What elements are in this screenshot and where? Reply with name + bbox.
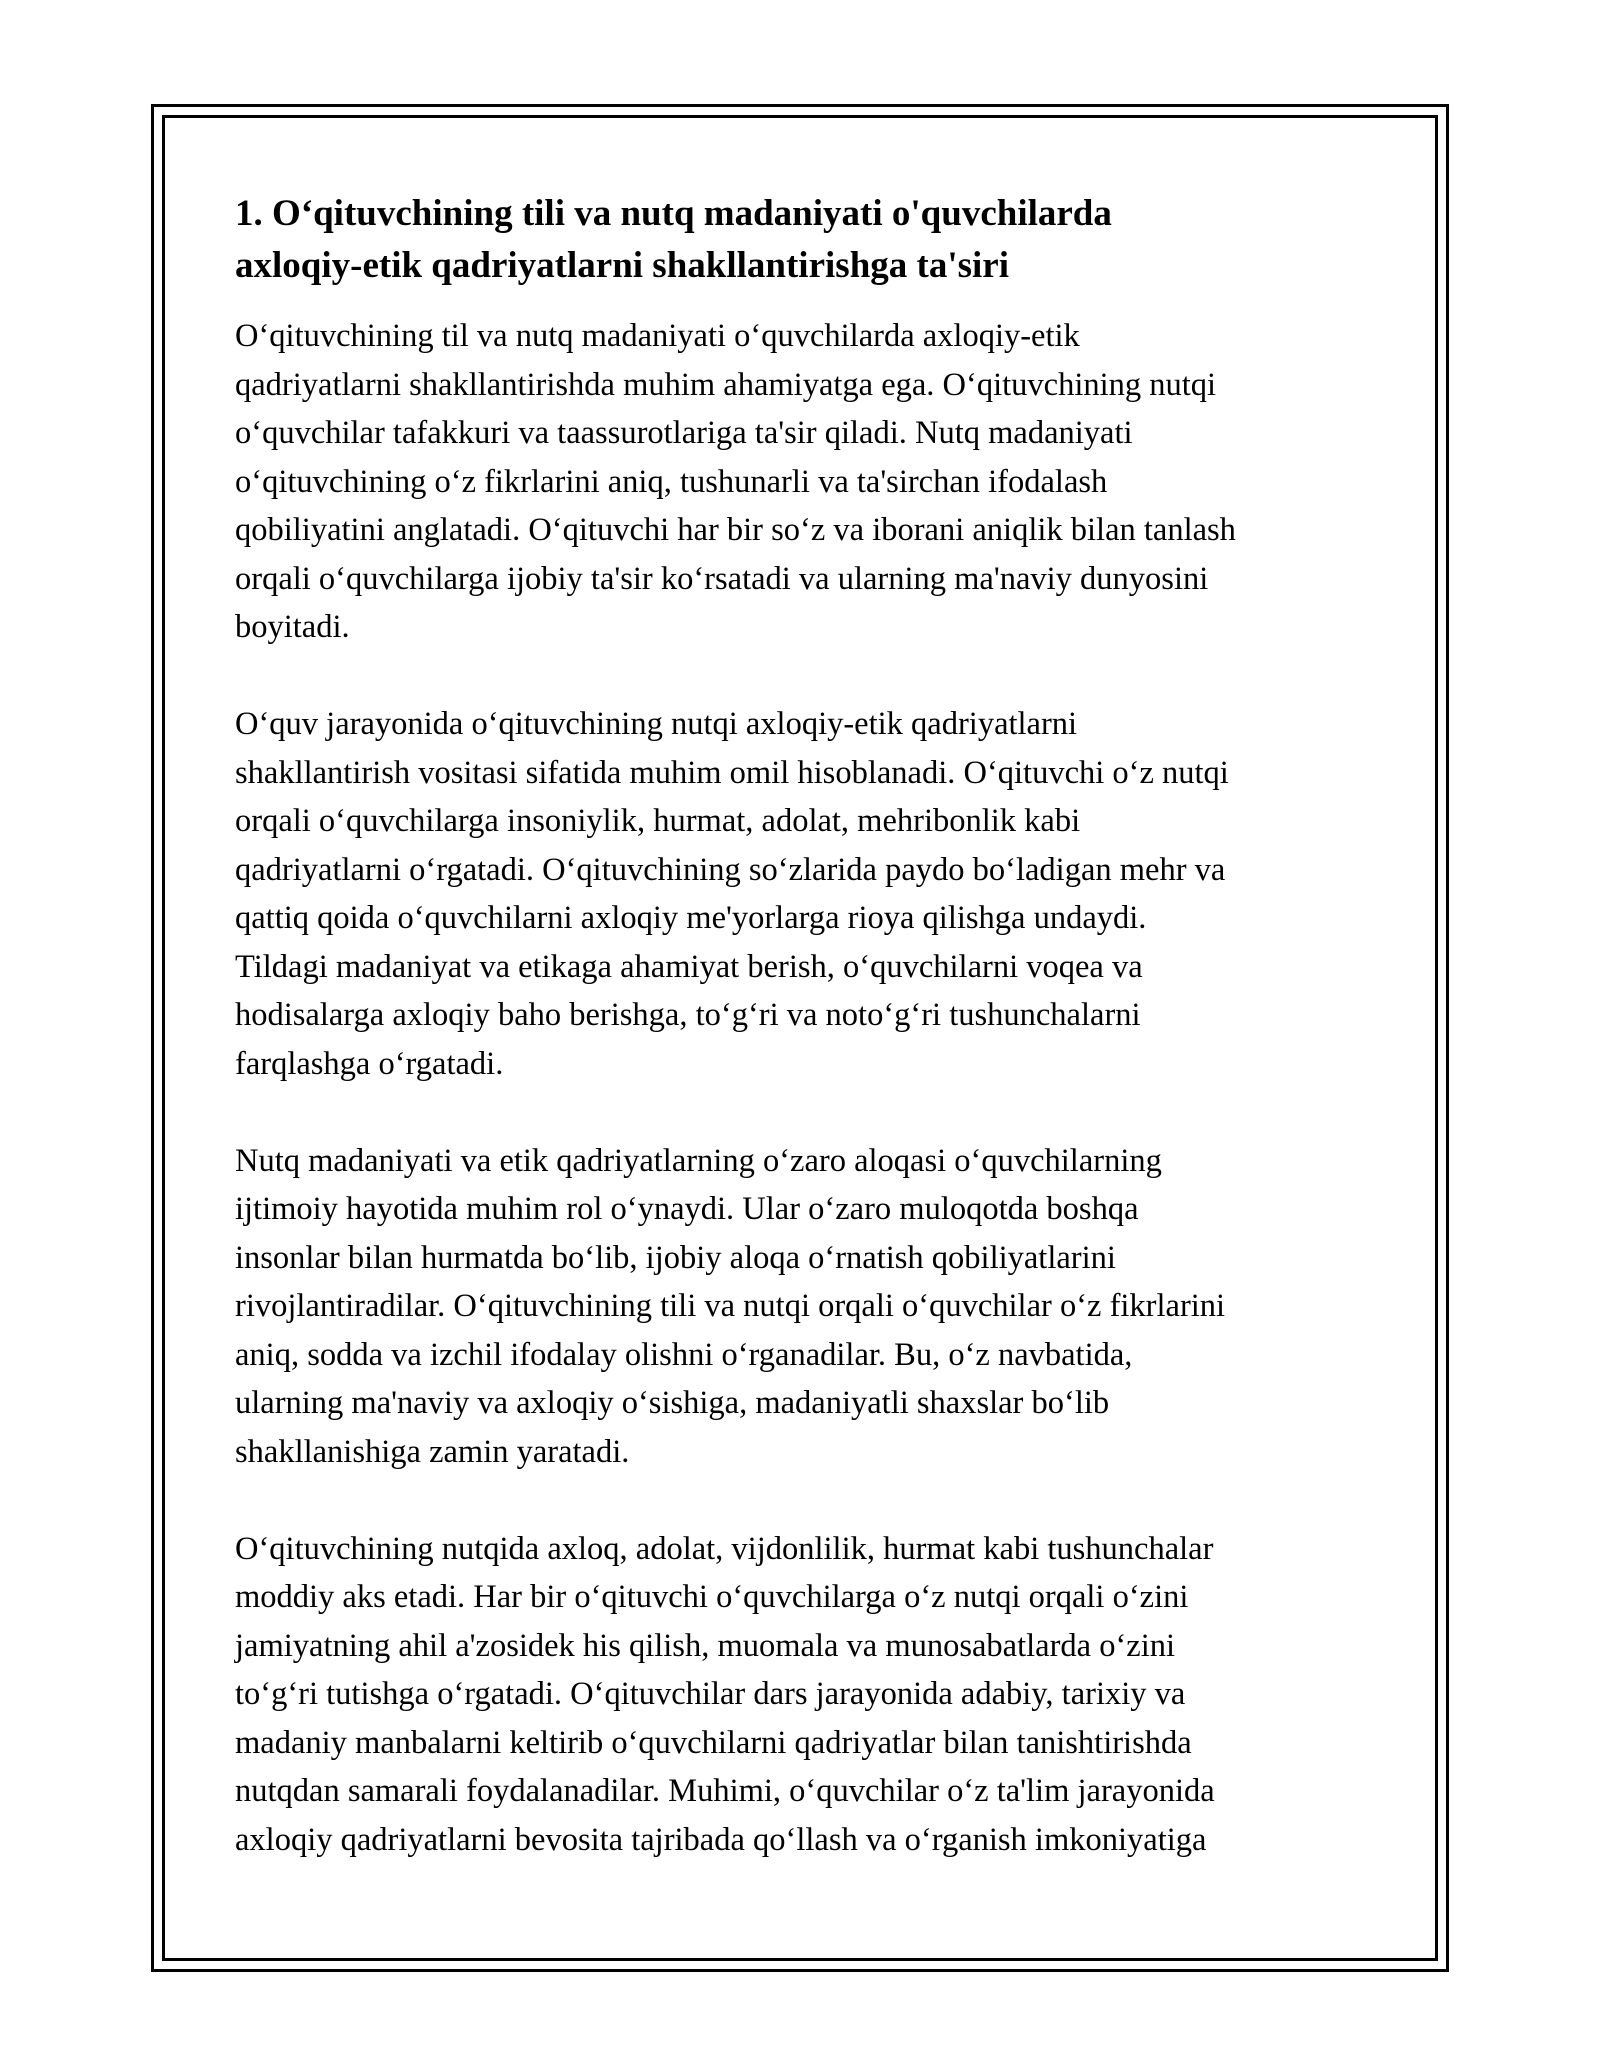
text-line: shakllanishiga zamin yaratadi. [235, 1433, 630, 1470]
text-line: qadriyatlarni oʻrgatadi. Oʻqituvchining soʻzlarida paydo boʻladigan mehr va [235, 851, 1226, 888]
text-line: qattiq qoida oʻquvchilarni axloqiy me'yorlarga rioya qilishga undaydi. [235, 900, 1147, 936]
document-body [235, 188, 1385, 1913]
text-line: ularning ma'naviy va axloqiy oʻsishiga, madaniyatli shaxslar boʻlib [235, 1385, 1110, 1421]
text-line: shakllantirish vositasi sifatida muhim omil hisoblanadi. Oʻqituvchi oʻz nutqi [235, 754, 1229, 791]
text-line: madaniy manbalarni keltirib oʻquvchilarni qadriyatlar bilan tanishtirishda [235, 1724, 1192, 1761]
text-line: Nutq madaniyati va etik qadriyatlarning oʻzaro aloqasi oʻquvchilarning [235, 1142, 1162, 1179]
text-line: oʻqituvchining oʻz fikrlarini aniq, tushunarli va ta'sirchan ifodalash [235, 463, 1108, 500]
text-line: moddiy aks etadi. Har bir oʻqituvchi oʻquvchilarga oʻz nutqi orqali oʻzini [235, 1579, 1189, 1615]
text-line: Tildagi madaniyat va etikaga ahamiyat berish, oʻquvchilarni voqea va [235, 948, 1143, 985]
text-line: insonlar bilan hurmatda boʻlib, ijobiy aloqa oʻrnatish qobiliyatlarini [235, 1239, 1116, 1276]
text-line: Oʻqituvchining til va nutq madaniyati oʻquvchilarda axloqiy-etik [235, 318, 1080, 354]
text-line: oʻquvchilar tafakkuri va taassurotlariga ta'sir qiladi. Nutq madaniyati [235, 415, 1133, 451]
text-line: toʻgʻri tutishga oʻrgatadi. Oʻqituvchilar dars jarayonida adabiy, tarixiy va [235, 1676, 1186, 1712]
text-line: axloqiy qadriyatlarni bevosita tajribada qoʻllash va oʻrganish imkoniyatiga [235, 1821, 1207, 1858]
text-line: boyitadi. [235, 609, 350, 645]
text-line: Oʻquv jarayonida oʻqituvchining nutqi axloqiy-etik qadriyatlarni [235, 706, 1078, 742]
heading-line: axloqiy-etik qadriyatlarni shakllantirishga ta'siri [235, 245, 1010, 286]
paragraph-2 [235, 700, 1385, 1088]
paragraph-4 [235, 1525, 1385, 1865]
text-line: orqali oʻquvchilarga insoniylik, hurmat, adolat, mehribonlik kabi [235, 803, 1081, 839]
text-line: ijtimoiy hayotida muhim rol oʻynaydi. Ular oʻzaro muloqotda boshqa [235, 1191, 1139, 1227]
text-line: Oʻqituvchining nutqida axloq, adolat, vijdonlilik, hurmat kabi tushunchalar [235, 1530, 1214, 1567]
section-heading [235, 188, 1385, 292]
paragraph-1 [235, 312, 1385, 652]
text-line: farqlashga oʻrgatadi. [235, 1045, 504, 1082]
text-line: jamiyatning ahil a'zosidek his qilish, muomala va munosabatlarda oʻzini [235, 1627, 1176, 1664]
text-line: nutqdan samarali foydalanadilar. Muhimi, oʻquvchilar oʻz ta'lim jarayonida [235, 1773, 1215, 1809]
text-line: qadriyatlarni shakllantirishda muhim ahamiyatga ega. Oʻqituvchining nutqi [235, 366, 1217, 403]
text-line: qobiliyatini anglatadi. Oʻqituvchi har bir soʻz va iborani aniqlik bilan tanlash [235, 512, 1236, 548]
text-line: aniq, sodda va izchil ifodalay olishni oʻrganadilar. Bu, oʻz navbatida, [235, 1336, 1133, 1373]
text-line: orqali oʻquvchilarga ijobiy ta'sir koʻrsatadi va ularning ma'naviy dunyosini [235, 560, 1209, 597]
paragraph-3 [235, 1137, 1385, 1477]
heading-line: 1. Oʻqituvchining tili va nutq madaniyati o'quvchilarda [235, 193, 1112, 234]
text-line: rivojlantiradilar. Oʻqituvchining tili va nutqi orqali oʻquvchilar oʻz fikrlarini [235, 1288, 1226, 1324]
text-line: hodisalarga axloqiy baho berishga, toʻgʻri va notoʻgʻri tushunchalarni [235, 997, 1141, 1033]
